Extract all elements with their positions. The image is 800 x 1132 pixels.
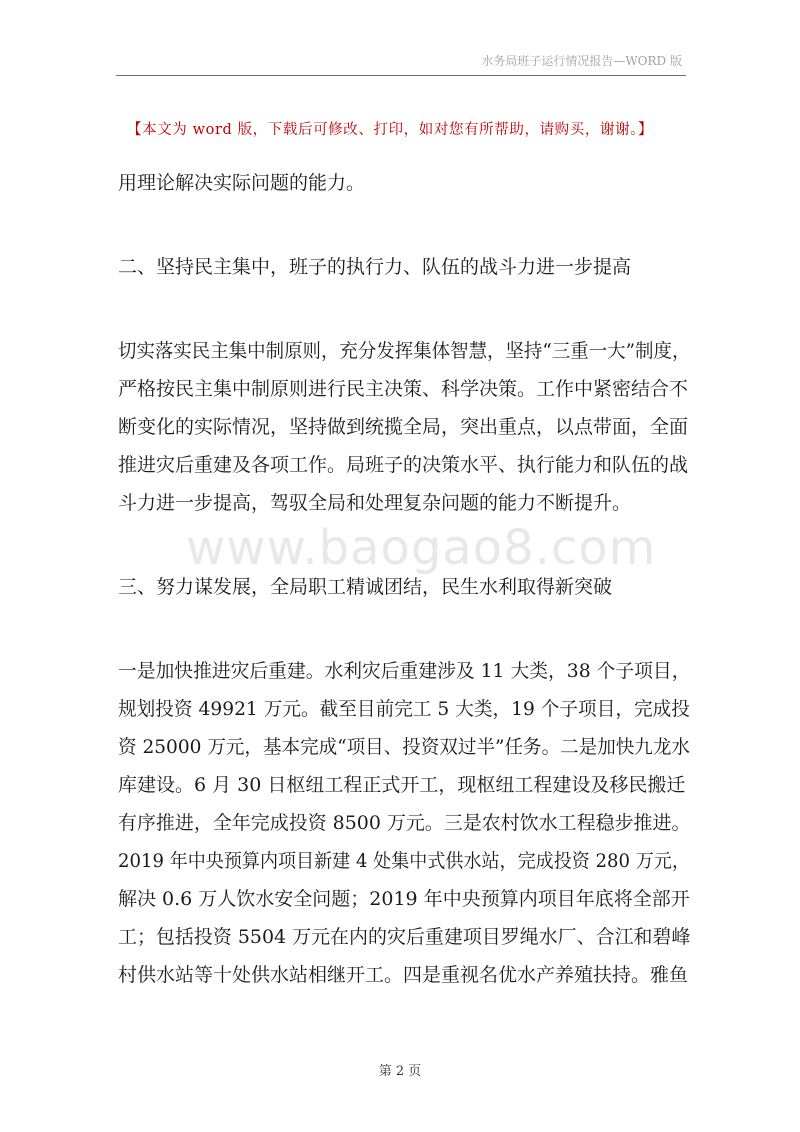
text-line: 库建设。6 月 30 日枢纽工程正式开工，现枢纽工程建设及移民搬迁 [118, 774, 686, 796]
text-line: 2019 年中央预算内项目新建 4 处集中式供水站，完成投资 280 万元， [118, 850, 690, 872]
text-line: 工；包括投资 5504 万元在内的灾后重建项目罗绳水厂、合江和碧峰 [118, 926, 691, 948]
header-divider [116, 75, 686, 76]
text-line: 解决 0.6 万人饮水安全问题；2019 年中央预算内项目年底将全部开 [118, 888, 690, 910]
text-line: 规划投资 49921 万元。截至目前完工 5 大类，19 个子项目，完成投 [118, 698, 690, 720]
watermark: www.baogao8.com [186, 520, 657, 576]
text-line: 严格按民主集中制原则进行民主决策、科学决策。工作中紧密结合不 [118, 378, 689, 400]
text-line: 断变化的实际情况，坚持做到统揽全局，突出重点，以点带面，全面 [118, 416, 689, 438]
text-line: 推进灾后重建及各项工作。局班子的决策水平、执行能力和队伍的战 [118, 454, 689, 476]
page-number: 第 2 页 [378, 1064, 422, 1079]
text-line: 村供水站等十处供水站相继开工。四是重视名优水产养殖扶持。雅鱼 [118, 964, 689, 986]
section-heading: 二、坚持民主集中，班子的执行力、队伍的战斗力进一步提高 [118, 256, 632, 278]
text-line: 一是加快推进灾后重建。水利灾后重建涉及 11 大类，38 个子项目， [118, 660, 691, 682]
text-line: 斗力进一步提高，驾驭全局和处理复杂问题的能力不断提升。 [118, 492, 632, 514]
purchase-notice: 【本文为 word 版，下载后可修改、打印，如对您有所帮助，请购买，谢谢。】 [127, 122, 654, 138]
text-line: 用理论解决实际问题的能力。 [118, 172, 366, 194]
section-heading: 三、努力谋发展，全局职工精诚团结，民生水利取得新突破 [118, 576, 613, 598]
text-line: 资 25000 万元，基本完成“项目、投资双过半”任务。二是加快九龙水 [118, 736, 690, 758]
text-line: 有序推进，全年完成投资 8500 万元。三是农村饮水工程稳步推进。 [118, 812, 691, 834]
document-header-title: 水务局班子运行情况报告—WORD 版 [481, 54, 682, 68]
text-line: 切实落实民主集中制原则，充分发挥集体智慧，坚持“三重一大”制度， [118, 340, 691, 362]
